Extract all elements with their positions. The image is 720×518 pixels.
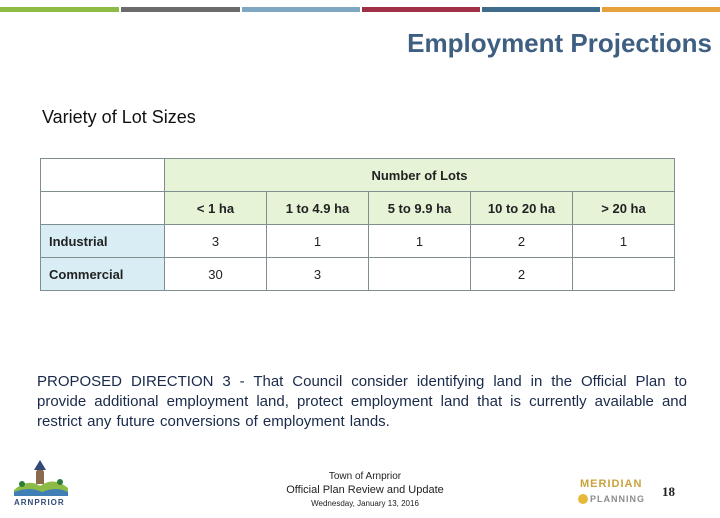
table-row xyxy=(41,225,675,258)
column-header: 5 to 9.9 ha xyxy=(369,192,471,225)
header-stripe-3 xyxy=(242,7,360,12)
table-cell xyxy=(369,258,471,291)
header-stripe-2 xyxy=(121,7,240,12)
header-stripe-6 xyxy=(602,7,720,12)
table-cell: 2 xyxy=(471,225,573,258)
meridian-logo-line1: MERIDIAN xyxy=(580,478,643,490)
footer-project: Official Plan Review and Update xyxy=(286,484,444,496)
meridian-planning-logo xyxy=(576,478,648,508)
arnprior-logo-icon xyxy=(10,460,72,498)
footer-center xyxy=(240,471,490,508)
table-cell: 1 xyxy=(369,225,471,258)
row-header-commercial: Commercial xyxy=(41,258,165,291)
column-header: > 20 ha xyxy=(573,192,675,225)
footer-town: Town of Arnprior xyxy=(328,471,402,482)
sun-icon xyxy=(576,492,590,506)
header-stripe-5 xyxy=(482,7,600,12)
table-cell: 1 xyxy=(573,225,675,258)
arnprior-logo-text: ARNPRIOR xyxy=(14,498,65,507)
table-cell: 2 xyxy=(471,258,573,291)
slide-subtitle: Variety of Lot Sizes xyxy=(42,107,196,127)
table-row xyxy=(41,258,675,291)
meridian-logo-line2: PLANNING xyxy=(590,494,645,504)
page-number: 18 xyxy=(662,484,675,499)
table-cell xyxy=(573,258,675,291)
footer-date: Wednesday, January 13, 2016 xyxy=(311,499,419,508)
header-stripe-1 xyxy=(0,7,119,12)
table-cell: 3 xyxy=(267,258,369,291)
column-header: 10 to 20 ha xyxy=(471,192,573,225)
arnprior-logo xyxy=(10,460,72,514)
table-cell: 1 xyxy=(267,225,369,258)
slide-title: Employment Projections xyxy=(407,28,712,58)
table-corner-cell xyxy=(41,192,165,225)
row-header-industrial: Industrial xyxy=(41,225,165,258)
header-stripe-4 xyxy=(362,7,480,12)
column-header: < 1 ha xyxy=(165,192,267,225)
column-header: 1 to 4.9 ha xyxy=(267,192,369,225)
proposed-direction-text: PROPOSED DIRECTION 3 - That Council consider identifying land in the Official Plan to provide additional employment land, protect employment land that is currently available and restrict any future conversions of employment lands. xyxy=(37,373,687,430)
table-cell: 3 xyxy=(165,225,267,258)
group-header-cell: Number of Lots xyxy=(165,159,675,192)
table-corner-cell xyxy=(41,159,165,192)
lot-size-table xyxy=(40,158,675,291)
table-row xyxy=(41,192,675,225)
table-row xyxy=(41,159,675,192)
table-cell: 30 xyxy=(165,258,267,291)
